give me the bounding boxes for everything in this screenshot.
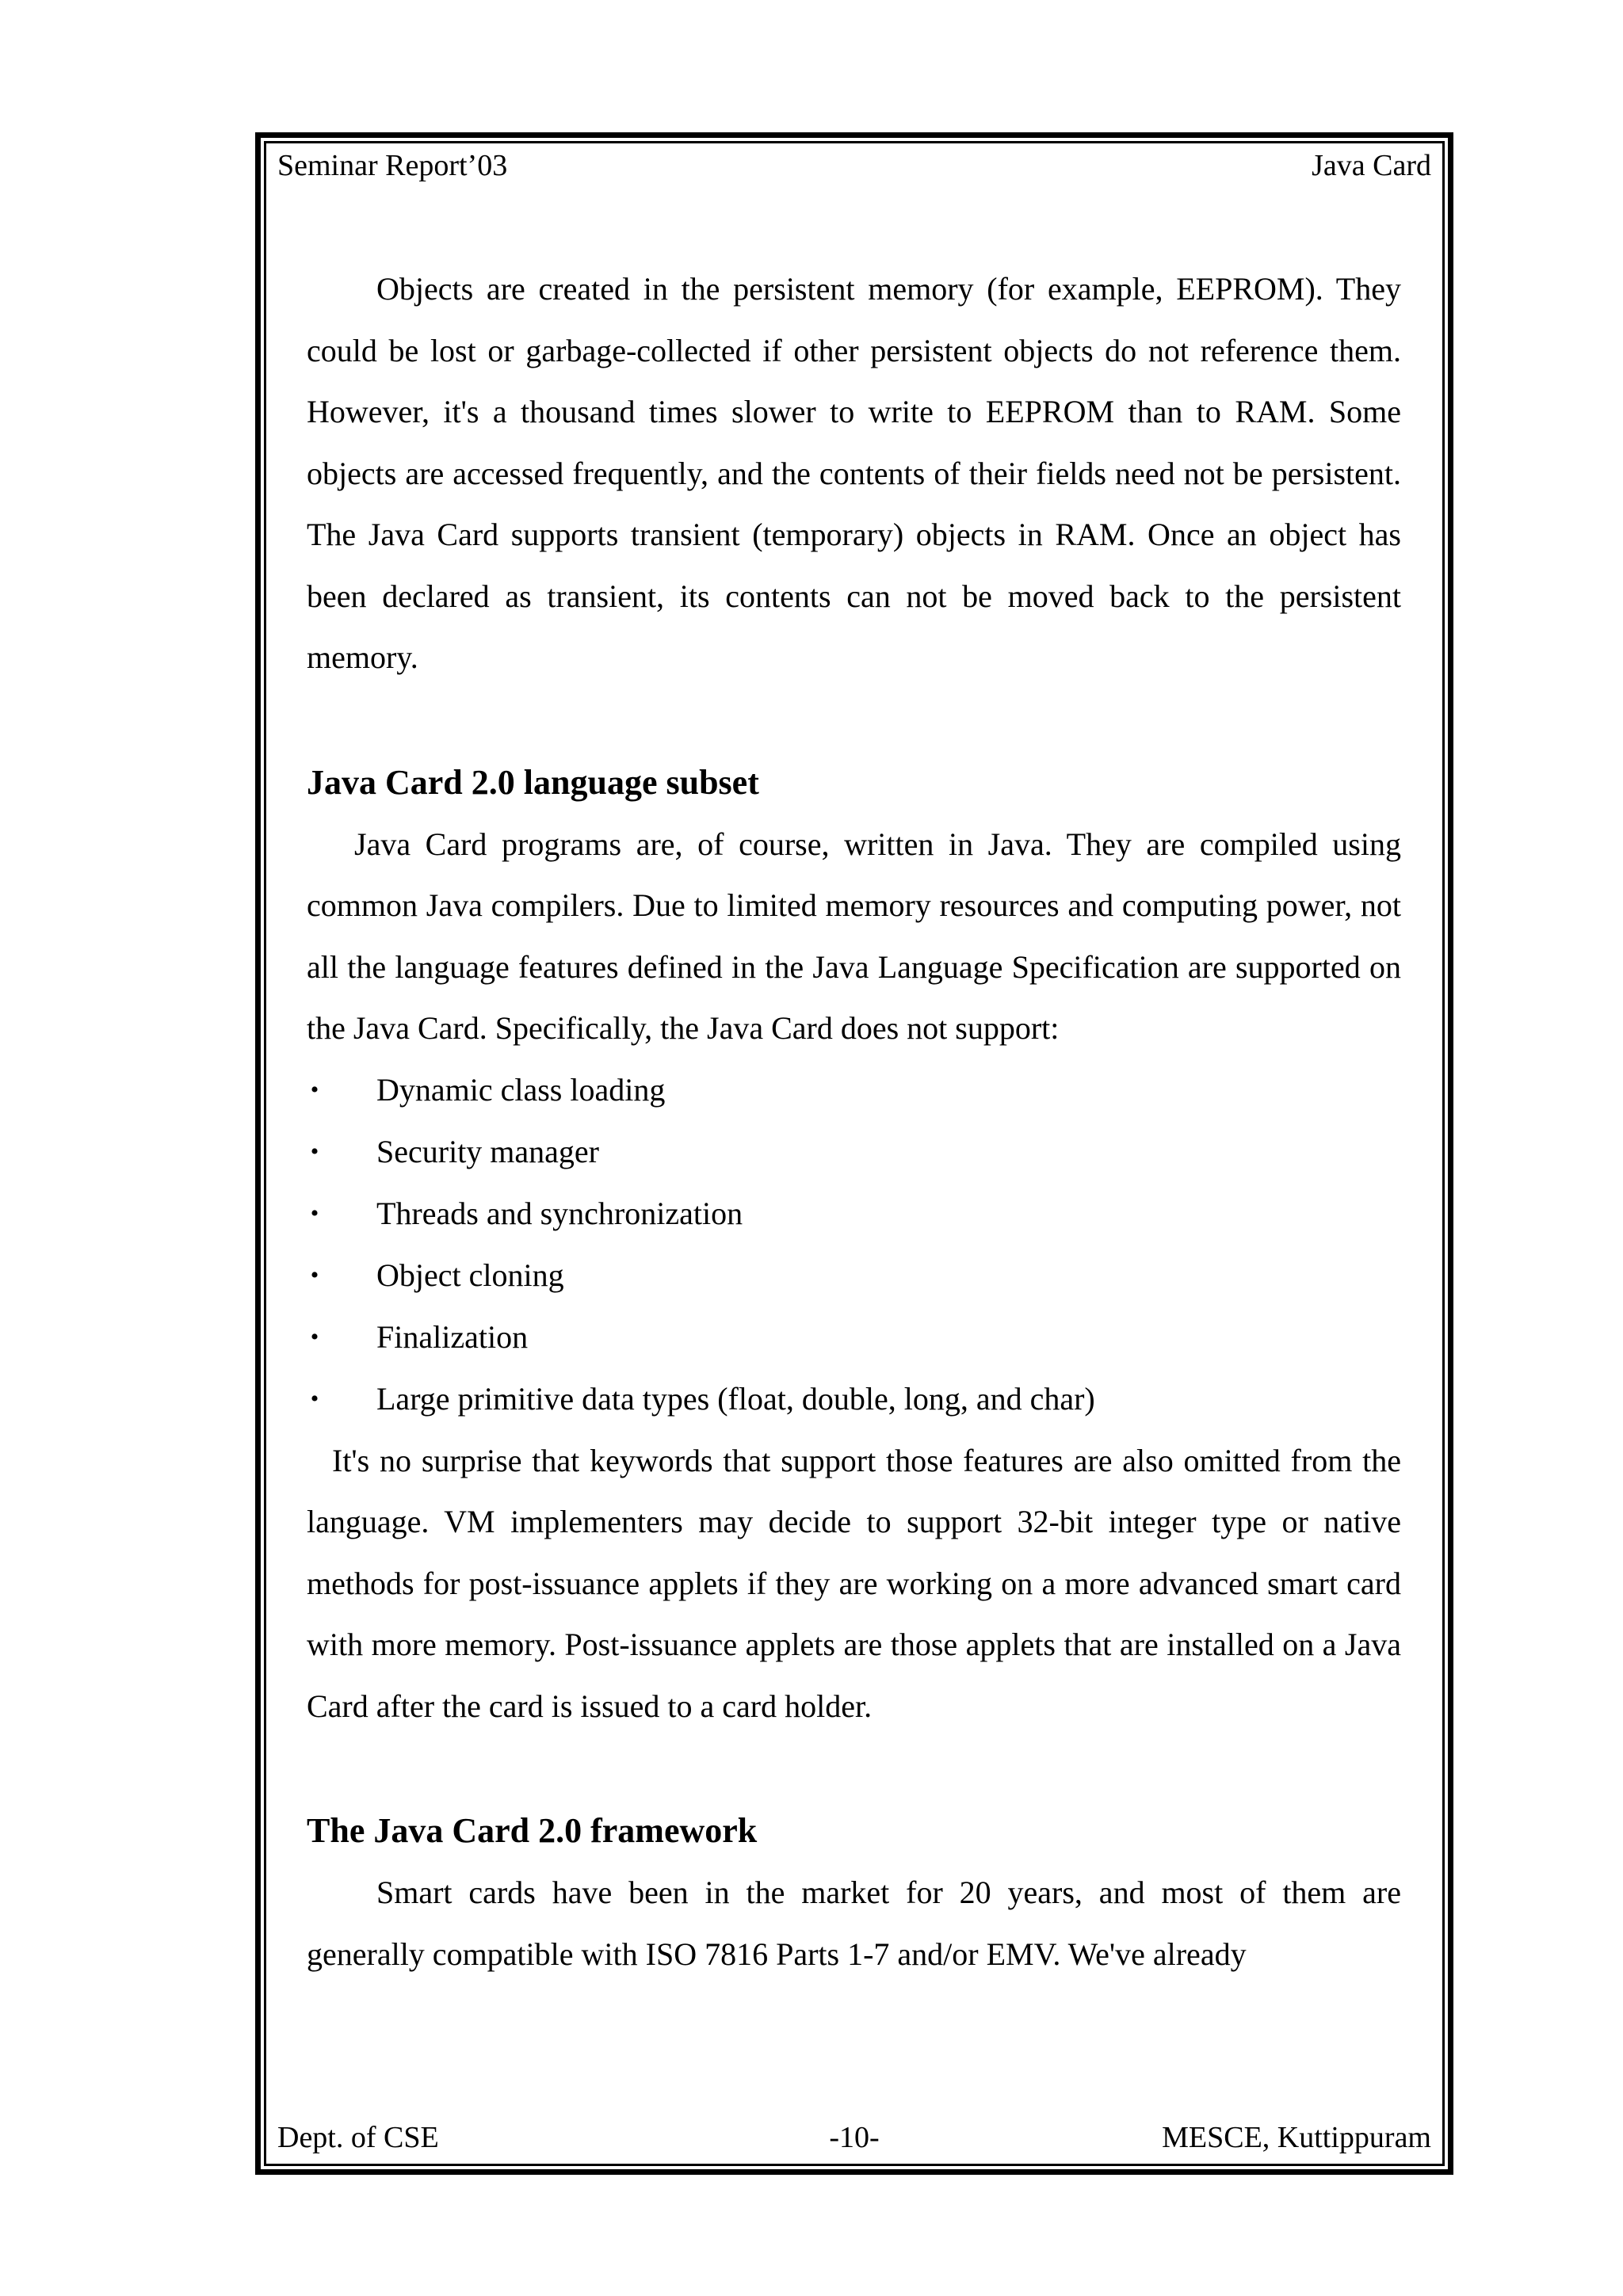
bullet-icon: • [310, 1138, 319, 1165]
section-heading-framework: The Java Card 2.0 framework [307, 1811, 758, 1850]
bullet-icon: • [310, 1261, 319, 1288]
page-header [277, 147, 1431, 184]
intro-paragraph: Objects are created in the persistent memory (for example, EEPROM). They could be lost or garbage-collected if other persistent objects do not reference them. However, it's a thousand times slower to write to EEPROM than to RAM. Some objects are accessed frequently, and the contents of their fields need not be persistent. The Java Card supports transient (temporary) objects in RAM. Once an object has been declared as transient, its contents can not be moved back to the persistent memory. [307, 271, 1401, 675]
page-number: -10- [829, 2121, 880, 2154]
list-item [307, 1183, 1401, 1245]
list-item-text: Dynamic class loading [376, 1071, 666, 1108]
list-item-text: Object cloning [376, 1257, 564, 1293]
section-gap [307, 1737, 1401, 1800]
header-report-title: Seminar Report’03 [277, 149, 508, 182]
section-heading-language-subset: Java Card 2.0 language subset [307, 762, 759, 802]
unsupported-features-list [307, 1059, 1401, 1430]
bullet-icon: • [310, 1323, 319, 1350]
list-item [307, 1245, 1401, 1306]
bullet-icon: • [310, 1199, 319, 1226]
list-item-text: Large primitive data types (float, double, long, and char) [376, 1380, 1095, 1417]
language-subset-paragraph: Java Card programs are, of course, written in Java. They are compiled using common Java compilers. Due to limited memory resources and computing power, not all the language features defined in the Java Language Specification are supported on the Java Card. Specifically, the Java Card does not support: [307, 826, 1401, 1046]
list-item [307, 1306, 1401, 1368]
list-item [307, 1059, 1401, 1121]
list-item-text: Threads and synchronization [376, 1195, 743, 1231]
list-item [307, 1368, 1401, 1430]
language-subset-followup-paragraph: It's no surprise that keywords that support those features are also omitted from the language. VM implementers may decide to support 32-bit integer type or native methods for post-issuance applets if they are working on a more advanced smart card with more memory. Post-issuance applets are those applets that are installed on a Java Card after the card is issued to a card holder. [307, 1442, 1401, 1724]
section-gap [307, 688, 1401, 752]
page-body [307, 258, 1401, 1985]
list-item-text: Security manager [376, 1133, 599, 1169]
footer-institution: MESCE, Kuttippuram [1162, 2121, 1431, 2154]
footer-department: Dept. of CSE [277, 2121, 439, 2154]
framework-paragraph: Smart cards have been in the market for 20 years, and most of them are generally compatible with ISO 7816 Parts 1-7 and/or EMV. We've already [307, 1875, 1401, 1972]
bullet-icon: • [310, 1385, 319, 1412]
list-item [307, 1121, 1401, 1183]
header-topic: Java Card [1312, 149, 1431, 182]
list-item-text: Finalization [376, 1318, 529, 1355]
page-footer [277, 2119, 1431, 2156]
bullet-icon: • [310, 1076, 319, 1103]
